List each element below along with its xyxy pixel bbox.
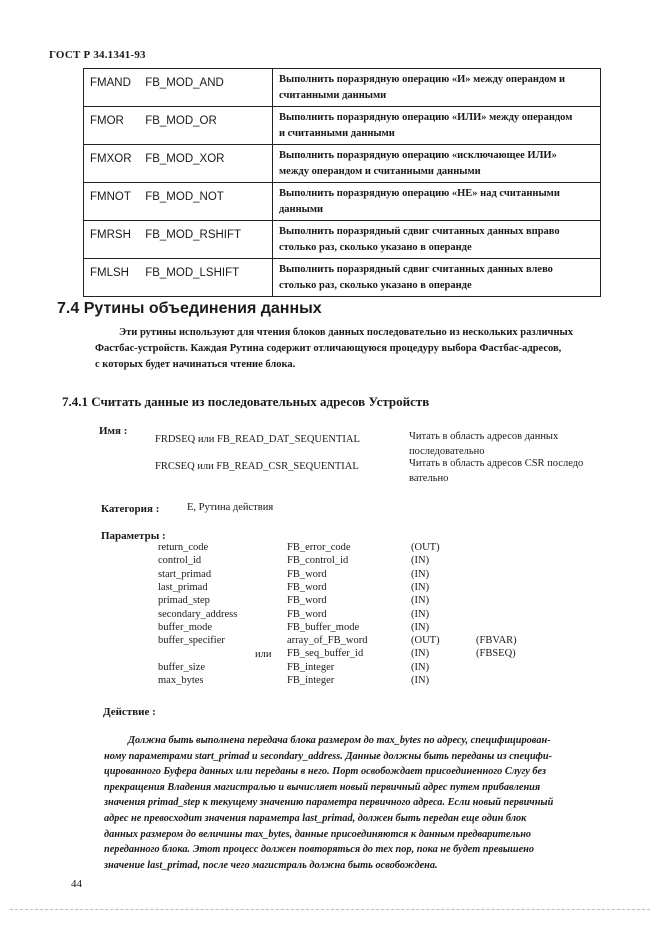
document-header: ГОСТ Р 34.1341-93: [49, 49, 146, 61]
param-type: FB_buffer_mode: [287, 622, 360, 633]
table-row: [84, 107, 601, 145]
param-type: FB_word: [287, 569, 327, 580]
param-name: buffer_specifier: [158, 635, 225, 646]
param-type: FB_integer: [287, 662, 335, 673]
table-row: [84, 221, 601, 259]
section-title: 7.4 Рутины объединения данных: [57, 300, 322, 317]
param-type: FB_word: [287, 609, 327, 620]
op-code-cell: [84, 107, 273, 145]
op-constant: FB_MOD_NOT: [145, 191, 224, 203]
op-constant: FB_MOD_AND: [145, 77, 224, 89]
routine-description: Читать в область адресов данных: [409, 431, 559, 442]
op-constant: FB_MOD_XOR: [145, 153, 225, 165]
op-description-line: данными: [279, 204, 324, 215]
op-description-line: Выполнить поразрядный сдвиг считанных данных влево: [279, 264, 553, 275]
param-direction: (IN): [411, 622, 430, 633]
param-type: FB_word: [287, 595, 327, 606]
table-row: [84, 183, 601, 221]
param-note: (FBVAR): [476, 635, 517, 646]
operations-table: [83, 68, 601, 297]
param-direction: (IN): [411, 555, 430, 566]
param-direction: (IN): [411, 609, 430, 620]
param-name: control_id: [158, 555, 202, 566]
op-description-line: Выполнить поразрядную операцию «НЕ» над считанными: [279, 188, 560, 199]
param-note: (FBSEQ): [476, 648, 516, 659]
routine-description: Читать в область адресов CSR последо: [409, 458, 584, 469]
category-value: Е, Рутина действия: [187, 502, 274, 513]
param-type: FB_integer: [287, 675, 335, 686]
op-description-cell: [273, 69, 601, 107]
op-description-line: Выполнить поразрядную операцию «ИЛИ» между операндом: [279, 112, 573, 123]
action-label: Действие :: [103, 706, 156, 718]
section-paragraph-line: Эти рутины используют для чтения блоков данных последовательно из нескольких различных: [119, 327, 573, 338]
section-paragraph-line: с которых будет начинаться чтение блока.: [95, 359, 296, 370]
param-direction: (OUT): [411, 542, 440, 553]
op-description-line: и считанными данными: [279, 128, 395, 139]
op-code-cell: [84, 221, 273, 259]
op-short-name: FMXOR: [90, 153, 132, 165]
param-name: start_primad: [158, 569, 212, 580]
or-word: или: [255, 649, 272, 660]
param-name: last_primad: [158, 582, 208, 593]
op-description-line: столько раз, сколько указано в операнде: [279, 280, 472, 291]
action-line: адрес не превосходит значения параметра last_primad, должен быть передан еще один блок: [104, 813, 527, 824]
routine-description: вательно: [409, 473, 449, 484]
param-type: FB_word: [287, 582, 327, 593]
param-direction: (OUT): [411, 635, 440, 646]
op-code-cell: [84, 145, 273, 183]
op-constant: FB_MOD_RSHIFT: [145, 229, 242, 241]
category-label: Категория :: [101, 503, 160, 515]
param-direction: (IN): [411, 675, 430, 686]
param-name: buffer_mode: [158, 622, 213, 633]
param-name: max_bytes: [158, 675, 204, 686]
param-direction: (IN): [411, 662, 430, 673]
op-code-cell: [84, 259, 273, 297]
routine-name: FRDSEQ или FB_READ_DAT_SEQUENTIAL: [155, 434, 360, 445]
op-description-cell: [273, 107, 601, 145]
param-type: FB_seq_buffer_id: [287, 648, 364, 659]
action-line: значения primad_step к текущему значению параметра первичного адреса. Если новый первичный: [104, 797, 554, 809]
param-name: buffer_size: [158, 662, 206, 673]
op-description-cell: [273, 183, 601, 221]
op-code-cell: [84, 183, 273, 221]
op-short-name: FMLSH: [90, 267, 129, 279]
subsection-title: 7.4.1 Считать данные из последовательных адресов Устройств: [62, 394, 430, 409]
param-direction: (IN): [411, 569, 430, 580]
param-name: primad_step: [158, 595, 210, 606]
op-description-line: считанными данными: [279, 90, 387, 101]
table-row: [84, 69, 601, 107]
op-short-name: FMRSH: [90, 229, 131, 241]
name-label: Имя :: [99, 425, 128, 437]
op-short-name: FMNOT: [90, 191, 131, 203]
param-type: FB_error_code: [287, 542, 351, 553]
action-line: Должна быть выполнена передача блока размером до max_bytes по адресу, специфицирован-: [128, 735, 551, 746]
action-line: прекращения Владения магистралью и вычисляет новый первичный адрес путем прибавления: [104, 781, 541, 793]
routine-name: FRCSEQ или FB_READ_CSR_SEQUENTIAL: [155, 461, 359, 472]
op-description-cell: [273, 259, 601, 297]
op-constant: FB_MOD_OR: [145, 115, 217, 127]
action-line: переданного блока. Этот процесс должен повторяться до тех пор, пока не будет превышено: [104, 844, 535, 856]
page-number: 44: [71, 878, 82, 890]
routine-description: последовательно: [409, 446, 485, 457]
param-name: return_code: [158, 542, 209, 553]
action-line: значение last_primad, после чего магистраль должна быть освобождена.: [104, 859, 438, 871]
op-constant: FB_MOD_LSHIFT: [145, 267, 240, 279]
action-line: данных размером до величины max_bytes, данные присоединяются к данным предварительно: [104, 828, 532, 840]
action-line: цированного Буфера данных или переданы в него. Порт освобождает присоединенного Слугу без: [104, 766, 546, 778]
param-direction: (IN): [411, 595, 430, 606]
param-direction: (IN): [411, 582, 430, 593]
op-short-name: FMOR: [90, 115, 124, 127]
action-line: ному параметрами start_primad и secondary_address. Данные должны быть переданы из специфи-: [104, 750, 553, 762]
table-row: [84, 145, 601, 183]
op-short-name: FMAND: [90, 77, 131, 89]
section-paragraph-line: Фастбас-устройств. Каждая Рутина содержит отличающуюся процедуру выбора Фастбас-адресов,: [95, 343, 562, 354]
op-description-cell: [273, 145, 601, 183]
param-type: FB_control_id: [287, 555, 349, 566]
op-description-line: Выполнить поразрядную операцию «исключающее ИЛИ»: [279, 150, 557, 161]
op-description-line: Выполнить поразрядный сдвиг считанных данных вправо: [279, 226, 560, 237]
table-row: [84, 259, 601, 297]
op-description-line: между операндом и считанными данными: [279, 166, 481, 177]
scan-edge-line: [10, 909, 650, 911]
op-description-line: Выполнить поразрядную операцию «И» между операндом и: [279, 74, 566, 85]
op-description-line: столько раз, сколько указано в операнде: [279, 242, 472, 253]
param-name: secondary_address: [158, 609, 238, 620]
op-description-cell: [273, 221, 601, 259]
op-code-cell: [84, 69, 273, 107]
param-type: array_of_FB_word: [287, 635, 368, 646]
param-direction: (IN): [411, 648, 430, 659]
parameters-label: Параметры :: [101, 530, 166, 542]
